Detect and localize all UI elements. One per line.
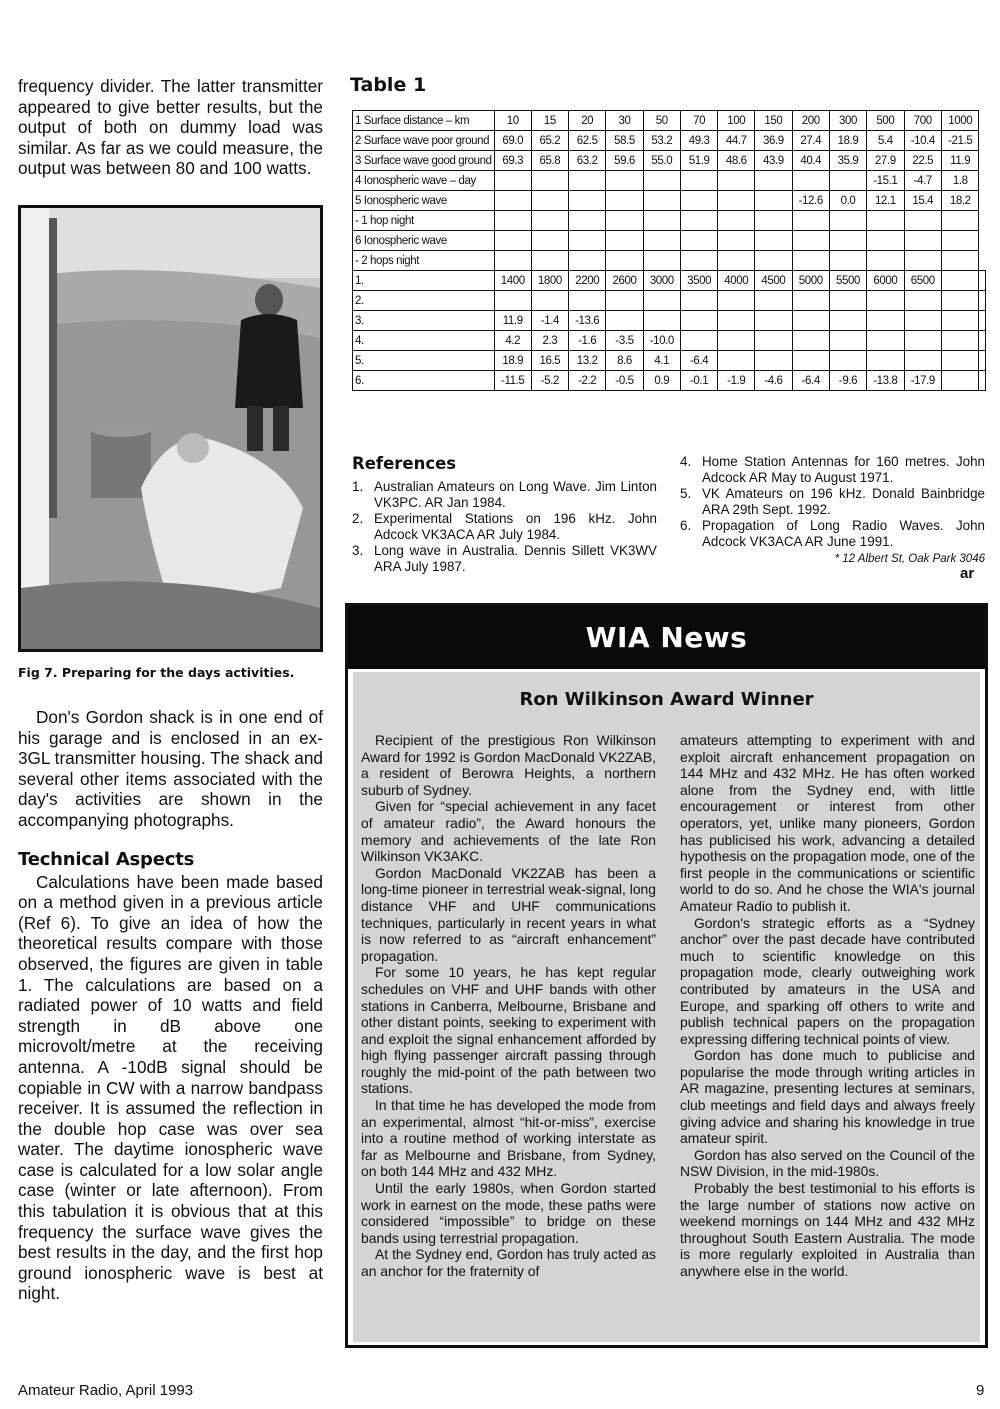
table-cell: 5500	[829, 271, 866, 291]
table-cell: -12.6	[792, 191, 829, 211]
table-cell	[643, 171, 680, 191]
table-cell: 4.2	[494, 331, 531, 351]
end-mark: ar	[960, 565, 975, 582]
table-cell	[606, 291, 643, 311]
table-row	[353, 251, 986, 271]
table-cell	[792, 211, 829, 231]
table-cell: 2.3	[531, 331, 568, 351]
table-row-label: 5 Ionospheric wave	[353, 191, 495, 211]
table-cell	[643, 251, 680, 271]
table-cell	[681, 331, 718, 351]
wia-news-banner: WIA News	[348, 606, 985, 669]
table-cell: 27.4	[792, 131, 829, 151]
table-row-label: - 2 hops night	[353, 251, 495, 271]
table-cell: 69.0	[494, 131, 531, 151]
table-cell: 40.4	[792, 151, 829, 171]
table-cell	[531, 251, 568, 271]
table-cell	[755, 171, 792, 191]
table-cell	[755, 251, 792, 271]
technical-aspects-heading: Technical Aspects	[18, 848, 195, 870]
table-cell: 15	[531, 111, 568, 131]
table-cell	[829, 231, 866, 251]
table-cell: -6.4	[681, 351, 718, 371]
reference-item	[680, 518, 985, 550]
table-cell: -0.5	[606, 371, 643, 391]
table-cell: -15.1	[867, 171, 904, 191]
table-cell: 22.5	[904, 151, 941, 171]
table-cell	[904, 351, 941, 371]
table-title: Table 1	[350, 74, 427, 96]
table-cell: 36.9	[755, 131, 792, 151]
news-paragraph: Until the early 1980s, when Gordon started work in earnest on the mode, these paths were considered “impossible” to bridge on these bands using terrestrial propagation.	[361, 1180, 656, 1246]
table-cell	[531, 171, 568, 191]
table-cell	[494, 291, 531, 311]
table-row	[353, 151, 986, 171]
table-cell	[942, 371, 979, 391]
table-row	[353, 311, 986, 331]
table-cell	[867, 251, 904, 271]
table-cell: 3000	[643, 271, 680, 291]
table-cell	[829, 291, 866, 311]
table-row-label: 3.	[353, 311, 495, 331]
table-cell: -11.5	[494, 371, 531, 391]
intro-paragraph: frequency divider. The latter transmitter appeared to give better results, but the output of both on dummy load was similar. As far as we could measure, the output was between 80 and 100 watts.	[18, 76, 323, 179]
table-cell: 18.2	[942, 191, 979, 211]
news-paragraph: Recipient of the prestigious Ron Wilkinson Award for 1992 is Gordon MacDonald VK2ZAB, a resident of Berowra Heights, a northern suburb of Sydney.	[361, 732, 656, 798]
references-heading: References	[352, 454, 457, 473]
table-row	[353, 211, 986, 231]
news-column-right	[680, 732, 975, 1280]
table-cell	[643, 291, 680, 311]
table-cell	[681, 191, 718, 211]
table-cell: -4.7	[904, 171, 941, 191]
reference-item	[352, 543, 657, 575]
table-cell: 150	[755, 111, 792, 131]
table-cell	[792, 351, 829, 371]
reference-text: Experimental Stations on 196 kHz. John Adcock VK3ACA AR July 1984.	[374, 511, 657, 542]
table-cell	[494, 191, 531, 211]
table-cell	[755, 211, 792, 231]
table-cell: 5000	[792, 271, 829, 291]
table-cell: 20	[568, 111, 605, 131]
reference-text: Propagation of Long Radio Waves. John Adcock VK3ACA AR June 1991.	[702, 518, 985, 549]
table-cell	[755, 191, 792, 211]
news-headline: Ron Wilkinson Award Winner	[519, 689, 814, 710]
table-cell: -9.6	[829, 371, 866, 391]
table-cell	[829, 251, 866, 271]
news-paragraph: At the Sydney end, Gordon has truly acted as an anchor for the fraternity of	[361, 1246, 656, 1279]
table-cell	[531, 231, 568, 251]
table-cell: 27.9	[867, 151, 904, 171]
table-cell: -5.2	[531, 371, 568, 391]
table-cell	[718, 231, 755, 251]
table-cell	[792, 291, 829, 311]
table-cell: 1800	[531, 271, 568, 291]
table-cell: -13.8	[867, 371, 904, 391]
table-cell	[568, 231, 605, 251]
table-cell	[942, 311, 979, 331]
table-row	[353, 171, 986, 191]
table-cell	[681, 231, 718, 251]
table-cell	[942, 351, 979, 371]
table-cell: 5.4	[867, 131, 904, 151]
table-cell	[681, 311, 718, 331]
table-cell	[681, 291, 718, 311]
table-row-label: 3 Surface wave good ground	[353, 151, 495, 171]
reference-number: 2.	[352, 511, 364, 526]
footer-page-number: 9	[976, 1382, 985, 1399]
table-cell: 4000	[718, 271, 755, 291]
table-cell	[568, 211, 605, 231]
table-cell	[531, 291, 568, 311]
table-cell	[867, 351, 904, 371]
table-cell	[494, 171, 531, 191]
table-row	[353, 371, 986, 391]
table-row-label: 4 Ionospheric wave – day	[353, 171, 495, 191]
table-cell	[904, 251, 941, 271]
table-cell	[531, 211, 568, 231]
table-cell	[792, 171, 829, 191]
table-cell	[755, 231, 792, 251]
reference-text: Home Station Antennas for 160 metres. John Adcock AR May to August 1971.	[702, 454, 985, 485]
table-cell: -4.6	[755, 371, 792, 391]
intro-text-block	[18, 76, 323, 179]
table-cell	[867, 311, 904, 331]
table-cell: 55.0	[643, 151, 680, 171]
table-cell	[904, 231, 941, 251]
table-cell	[829, 311, 866, 331]
table-cell	[643, 191, 680, 211]
table-cell	[606, 171, 643, 191]
table-cell: -0.1	[681, 371, 718, 391]
table-row-label: 2.	[353, 291, 495, 311]
reference-number: 4.	[680, 454, 692, 469]
table-cell: 100	[718, 111, 755, 131]
table-cell	[681, 251, 718, 271]
table-row-label: 1.	[353, 271, 495, 291]
table-cell	[643, 211, 680, 231]
table-cell: -17.9	[904, 371, 941, 391]
table-cell: 51.9	[681, 151, 718, 171]
table-cell: 15.4	[904, 191, 941, 211]
reference-number: 6.	[680, 518, 692, 533]
table-cell	[867, 231, 904, 251]
references-list-left	[352, 479, 657, 575]
table-cell	[718, 251, 755, 271]
table-cell	[718, 331, 755, 351]
news-paragraph: Gordon's strategic efforts as a “Sydney anchor” over the past decade have contributed much to scientific knowledge on this propagation mode, clearly outweighing work contributed by amateurs in the USA and Europe, and sparking off others to write and publish technical papers on the propagation expressing differing technical points of view.	[680, 914, 975, 1047]
table-row-label: 6 Ionospheric wave	[353, 231, 495, 251]
table-cell	[942, 291, 979, 311]
news-paragraph: Gordon has also served on the Council of the NSW Division, in the mid-1980s.	[680, 1146, 975, 1180]
table-cell	[867, 291, 904, 311]
table-row-label: 4.	[353, 331, 495, 351]
news-paragraph: Probably the best testimonial to his efforts is the large number of stations now active on weekend mornings on 144 MHz and 432 MHz throughout South Eastern Australia. The mode is more regularly exploited in Australia than anywhere else in the world.	[680, 1180, 975, 1279]
table-cell	[942, 251, 979, 271]
table-cell	[979, 331, 986, 351]
table-cell: 62.5	[568, 131, 605, 151]
table-row-label: 6.	[353, 371, 495, 391]
shack-paragraph: Don's Gordon shack is in one end of his garage and is enclosed in an ex-3GL transmitter housing. The shack and several other items associated with the day's activities are shown in the accompanying photographs.	[18, 707, 323, 830]
table-row	[353, 111, 986, 131]
table-cell: 1000	[942, 111, 979, 131]
news-paragraph: For some 10 years, he has kept regular schedules on VHF and UHF bands with other stations in Canberra, Melbourne, Brisbane and other distant points, seeking to experiment with and exploit the signal enhancement afforded by high flying passenger aircraft passing through roughly the mid-point of the path between two stations.	[361, 964, 656, 1097]
shack-text-block	[18, 707, 323, 1304]
table-row	[353, 351, 986, 371]
table-cell	[867, 331, 904, 351]
table-cell: 50	[643, 111, 680, 131]
table-cell	[568, 291, 605, 311]
news-paragraph: amateurs attempting to experiment with and exploit aircraft enhancement propagation on 144 MHz and 432 MHz. He has often worked alone from the Sydney end, with little encouragement or interest from other operators, yet, unlike many pioneers, Gordon has publicised his work, advancing a detailed hypothesis on the propagation mode, one of the first people in the communications or scientific world to do so. And he chose the WIA's journal Amateur Radio to publish it.	[680, 732, 975, 914]
table-cell	[718, 351, 755, 371]
table-cell: 16.5	[531, 351, 568, 371]
author-address: * 12 Albert St, Oak Park 3046	[834, 553, 985, 565]
table-cell: -1.6	[568, 331, 605, 351]
technical-paragraph: Calculations have been made based on a method given in a previous article (Ref 6). To give an idea of how the theoretical results compare with those observed, the figures are given in table 1. The calculations are based on a radiated power of 10 watts and field strength in dB above one microvolt/metre at the receiving antenna. A -10dB signal should be copiable in CW with a narrow bandpass receiver. It is assumed the reflection in the double hop case was over sea water. The daytime ionospheric wave case is calculated for a low solar angle case (winter or late afternoon). From this tabulation it is obvious that at this frequency the surface wave gives the best results in the day, and the first hop ground ionospheric wave is best at night.	[18, 871, 323, 1304]
table-cell: 13.2	[568, 351, 605, 371]
table-cell	[904, 211, 941, 231]
table-row	[353, 331, 986, 351]
table-cell: 63.2	[568, 151, 605, 171]
table-cell: 12.1	[867, 191, 904, 211]
table-cell	[606, 251, 643, 271]
table-cell	[606, 311, 643, 331]
table-cell	[904, 311, 941, 331]
table-cell	[643, 311, 680, 331]
reference-number: 5.	[680, 486, 692, 501]
news-column-left	[361, 732, 656, 1280]
reference-number: 1.	[352, 479, 364, 494]
table-cell: 58.5	[606, 131, 643, 151]
table-cell	[979, 351, 986, 371]
table-cell	[494, 231, 531, 251]
reference-item	[352, 511, 657, 543]
table-cell	[606, 211, 643, 231]
table-cell	[829, 331, 866, 351]
table-cell	[755, 291, 792, 311]
table-cell	[792, 251, 829, 271]
table-cell: 18.9	[829, 131, 866, 151]
table-cell	[718, 311, 755, 331]
table-cell: 2600	[606, 271, 643, 291]
table-cell	[904, 291, 941, 311]
figure-caption: Fig 7. Preparing for the days activities.	[18, 665, 295, 680]
table-cell	[792, 331, 829, 351]
references-list-right	[680, 454, 985, 550]
propagation-table	[352, 110, 986, 391]
wia-news-box	[345, 603, 988, 1348]
table-cell: 44.7	[718, 131, 755, 151]
table-cell: 69.3	[494, 151, 531, 171]
table-row-label: 2 Surface wave poor ground	[353, 131, 495, 151]
table-cell	[792, 231, 829, 251]
table-cell: 11.9	[494, 311, 531, 331]
reference-item	[680, 454, 985, 486]
table-cell	[755, 311, 792, 331]
reference-item	[680, 486, 985, 518]
table-row	[353, 271, 986, 291]
table-cell	[681, 171, 718, 191]
table-cell	[718, 291, 755, 311]
table-cell	[979, 271, 986, 291]
table-cell: 65.2	[531, 131, 568, 151]
table-cell: 300	[829, 111, 866, 131]
table-cell: -6.4	[792, 371, 829, 391]
table-row-label: 1 Surface distance – km	[353, 111, 495, 131]
table-cell: 3500	[681, 271, 718, 291]
table-cell	[606, 231, 643, 251]
table-cell	[792, 311, 829, 331]
table-row-label: - 1 hop night	[353, 211, 495, 231]
table-cell: 500	[867, 111, 904, 131]
table-cell	[867, 211, 904, 231]
table-cell: -10.4	[904, 131, 941, 151]
reference-text: Long wave in Australia. Dennis Sillett VK3WV ARA July 1987.	[374, 543, 657, 574]
table-cell: 0.0	[829, 191, 866, 211]
table-cell: -1.4	[531, 311, 568, 331]
table-cell	[718, 211, 755, 231]
table-cell	[681, 211, 718, 231]
news-paragraph: In that time he has developed the mode from an experimental, almost “hit-or-miss”, exercise into a routine method of working interstate as far as Melbourne and Brisbane, from Sydney, on both 144 MHz and 432 MHz.	[361, 1097, 656, 1180]
table-cell	[829, 351, 866, 371]
table-row	[353, 231, 986, 251]
table-cell: -1.9	[718, 371, 755, 391]
table-cell: -2.2	[568, 371, 605, 391]
table-cell	[568, 171, 605, 191]
table-cell: 49.3	[681, 131, 718, 151]
table-cell: 0.9	[643, 371, 680, 391]
table-cell: -21.5	[942, 131, 979, 151]
table-cell: 10	[494, 111, 531, 131]
table-cell	[606, 191, 643, 211]
table-cell	[494, 211, 531, 231]
table-cell	[643, 231, 680, 251]
table-cell	[979, 371, 986, 391]
table-cell	[979, 291, 986, 311]
table-cell: 2200	[568, 271, 605, 291]
table-cell	[718, 191, 755, 211]
table-cell: 700	[904, 111, 941, 131]
table-cell	[755, 331, 792, 351]
table-cell: 11.9	[942, 151, 979, 171]
table-row	[353, 131, 986, 151]
footer-publication: Amateur Radio, April 1993	[18, 1382, 194, 1399]
table-cell: 65.8	[531, 151, 568, 171]
table-row	[353, 191, 986, 211]
table-cell	[979, 311, 986, 331]
table-cell: 1400	[494, 271, 531, 291]
table-cell: 70	[681, 111, 718, 131]
table-cell: 6000	[867, 271, 904, 291]
table-cell: 4.1	[643, 351, 680, 371]
table-cell: 35.9	[829, 151, 866, 171]
table-cell: -13.6	[568, 311, 605, 331]
table-cell: 8.6	[606, 351, 643, 371]
table-cell: 48.6	[718, 151, 755, 171]
table-row-label: 5.	[353, 351, 495, 371]
table-cell	[829, 171, 866, 191]
table-cell	[829, 211, 866, 231]
table-cell	[568, 191, 605, 211]
table-cell: 59.6	[606, 151, 643, 171]
table-cell	[904, 331, 941, 351]
table-cell	[755, 351, 792, 371]
table-cell	[942, 231, 979, 251]
table-cell	[942, 211, 979, 231]
table-cell: 1.8	[942, 171, 979, 191]
table-cell: 18.9	[494, 351, 531, 371]
table-cell	[568, 251, 605, 271]
table-cell: 30	[606, 111, 643, 131]
table-cell	[942, 271, 979, 291]
reference-item	[352, 479, 657, 511]
table-cell: 200	[792, 111, 829, 131]
table-cell	[494, 251, 531, 271]
table-cell	[718, 171, 755, 191]
table-cell: -3.5	[606, 331, 643, 351]
news-paragraph: Gordon MacDonald VK2ZAB has been a long-time pioneer in terrestrial weak-signal, long distance VHF and UHF communications techniques, particularly in recent years in what is now referred to as “aircraft enhancement” propagation.	[361, 864, 656, 964]
news-paragraph: Gordon has done much to publicise and popularise the mode through writing articles in AR magazine, presenting lectures at seminars, club meetings and field days and always freely giving advice and sharing his knowledge in true amateur spirit.	[680, 1047, 975, 1147]
table-row	[353, 291, 986, 311]
table-cell: 53.2	[643, 131, 680, 151]
table-cell: 4500	[755, 271, 792, 291]
table-cell: -10.0	[643, 331, 680, 351]
wia-news-panel	[353, 672, 980, 1342]
news-paragraph: Given for “special achievement in any facet of amateur radio”, the Award honours the memory and achievements of the late Ron Wilkinson VK3AKC.	[361, 798, 656, 865]
figure-7-photo	[18, 205, 323, 652]
table-cell	[942, 331, 979, 351]
reference-number: 3.	[352, 543, 364, 558]
reference-text: VK Amateurs on 196 kHz. Donald Bainbridge ARA 29th Sept. 1992.	[702, 486, 985, 517]
reference-text: Australian Amateurs on Long Wave. Jim Linton VK3PC. AR Jan 1984.	[374, 479, 657, 510]
table-cell	[531, 191, 568, 211]
table-cell: 6500	[904, 271, 941, 291]
table-cell: 43.9	[755, 151, 792, 171]
photo-illustration	[21, 208, 320, 649]
